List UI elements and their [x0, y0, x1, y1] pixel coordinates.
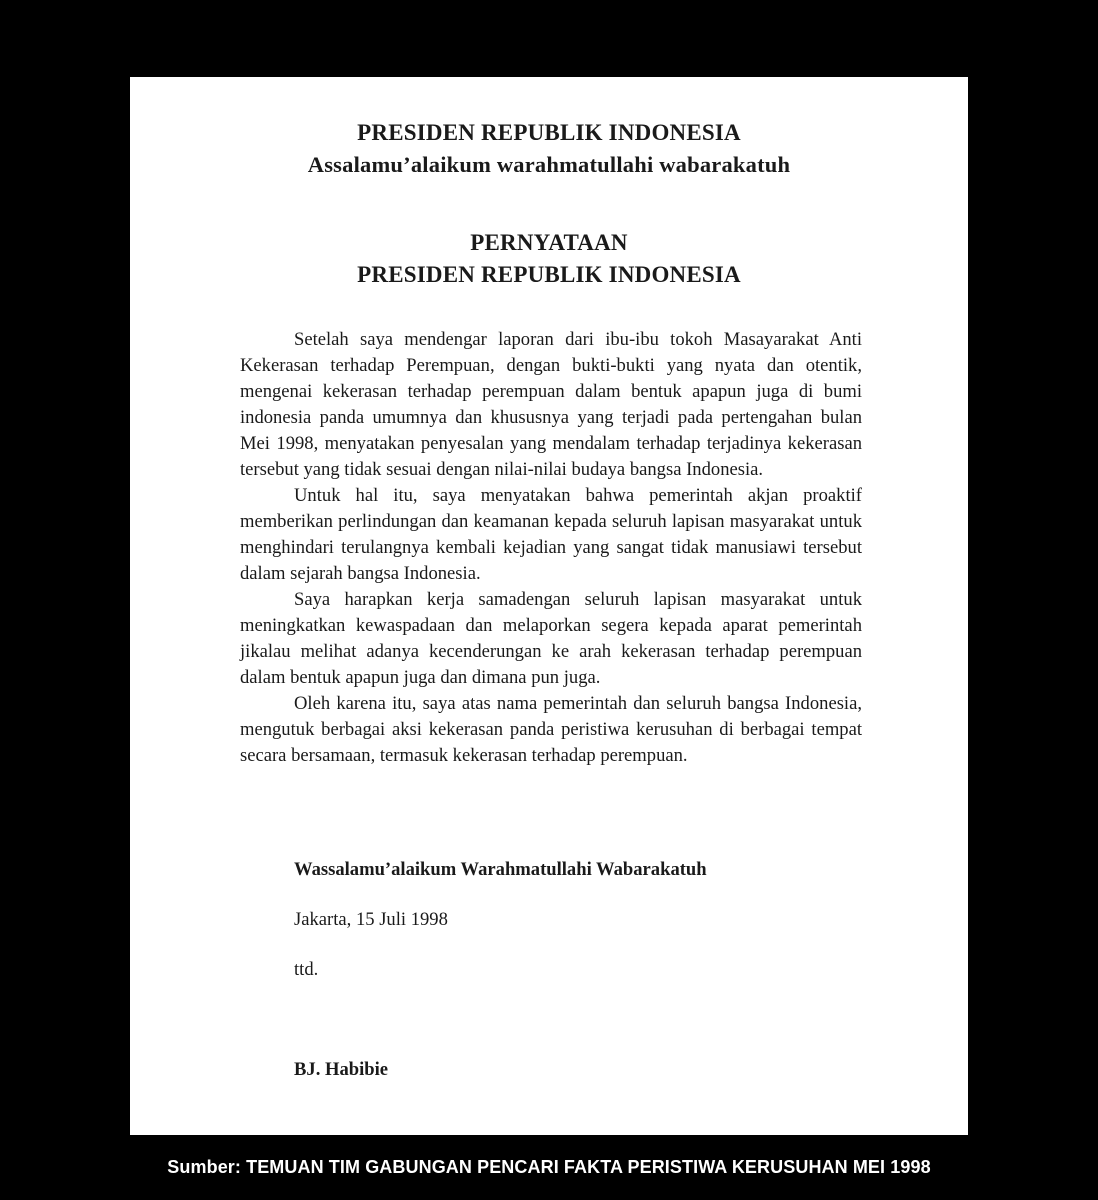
opening-greeting: Assalamu’alaikum warahmatullahi wabarakatuh	[307, 152, 791, 177]
letterhead	[130, 117, 968, 181]
paragraph-4: Oleh karena itu, saya atas nama pemerintah dan seluruh bangsa Indonesia, mengutuk berbagai aksi kekerasan panda peristiwa kerusuhan di berbagai tempat secara bersamaan, termasuk kekerasan terhadap perempuan.	[240, 693, 862, 766]
signed-mark: ttd.	[294, 959, 319, 980]
statement-title-line1: PERNYATAAN	[470, 230, 628, 255]
letterhead-title: PRESIDEN REPUBLIK INDONESIA	[357, 120, 741, 145]
signatory-name: BJ. Habibie	[294, 1059, 389, 1080]
source-caption: Sumber: TEMUAN TIM GABUNGAN PENCARI FAKTA PERISTIWA KERUSUHAN MEI 1998	[167, 1157, 931, 1177]
paragraph-2: Untuk hal itu, saya menyatakan bahwa pemerintah akjan proaktif memberikan perlindungan dan keamanan kepada seluruh lapisan masyarakat untuk menghindari terulangnya kembali kejadian yang sangat tidak manusiawi tersebut dalam sejarah bangsa Indonesia.	[240, 485, 862, 584]
paragraph-3: Saya harapkan kerja samadengan seluruh lapisan masyarakat untuk meningkatkan kewaspadaan dan melaporkan segera kepada aparat pemerintah jikalau melihat adanya kecenderungan ke arah kekerasan terhadap perempuan dalam bentuk apapun juga dan dimana pun juga.	[240, 589, 862, 688]
closing-salutation: Wassalamu’alaikum Warahmatullahi Wabarakatuh	[294, 859, 707, 880]
statement-body	[240, 327, 862, 769]
statement-title-line2: PRESIDEN REPUBLIK INDONESIA	[357, 262, 741, 287]
statement-title	[130, 227, 968, 291]
paragraph-1: Setelah saya mendengar laporan dari ibu-ibu tokoh Masayarakat Anti Kekerasan terhadap Perempuan, dengan bukti-bukti yang nyata dan otentik, mengenai kekerasan terhadap perempuan dalam bentuk apapun juga di bumi indonesia panda umumnya dan khususnya yang terjadi pada pertengahan bulan Mei 1998, menyatakan penyesalan yang mendalam terhadap terjadinya kekerasan tersebut yang tidak sesuai dengan nilai-nilai budaya bangsa Indonesia.	[240, 329, 862, 480]
document-sheet	[130, 77, 968, 1135]
place-and-date: Jakarta, 15 Juli 1998	[294, 909, 448, 930]
